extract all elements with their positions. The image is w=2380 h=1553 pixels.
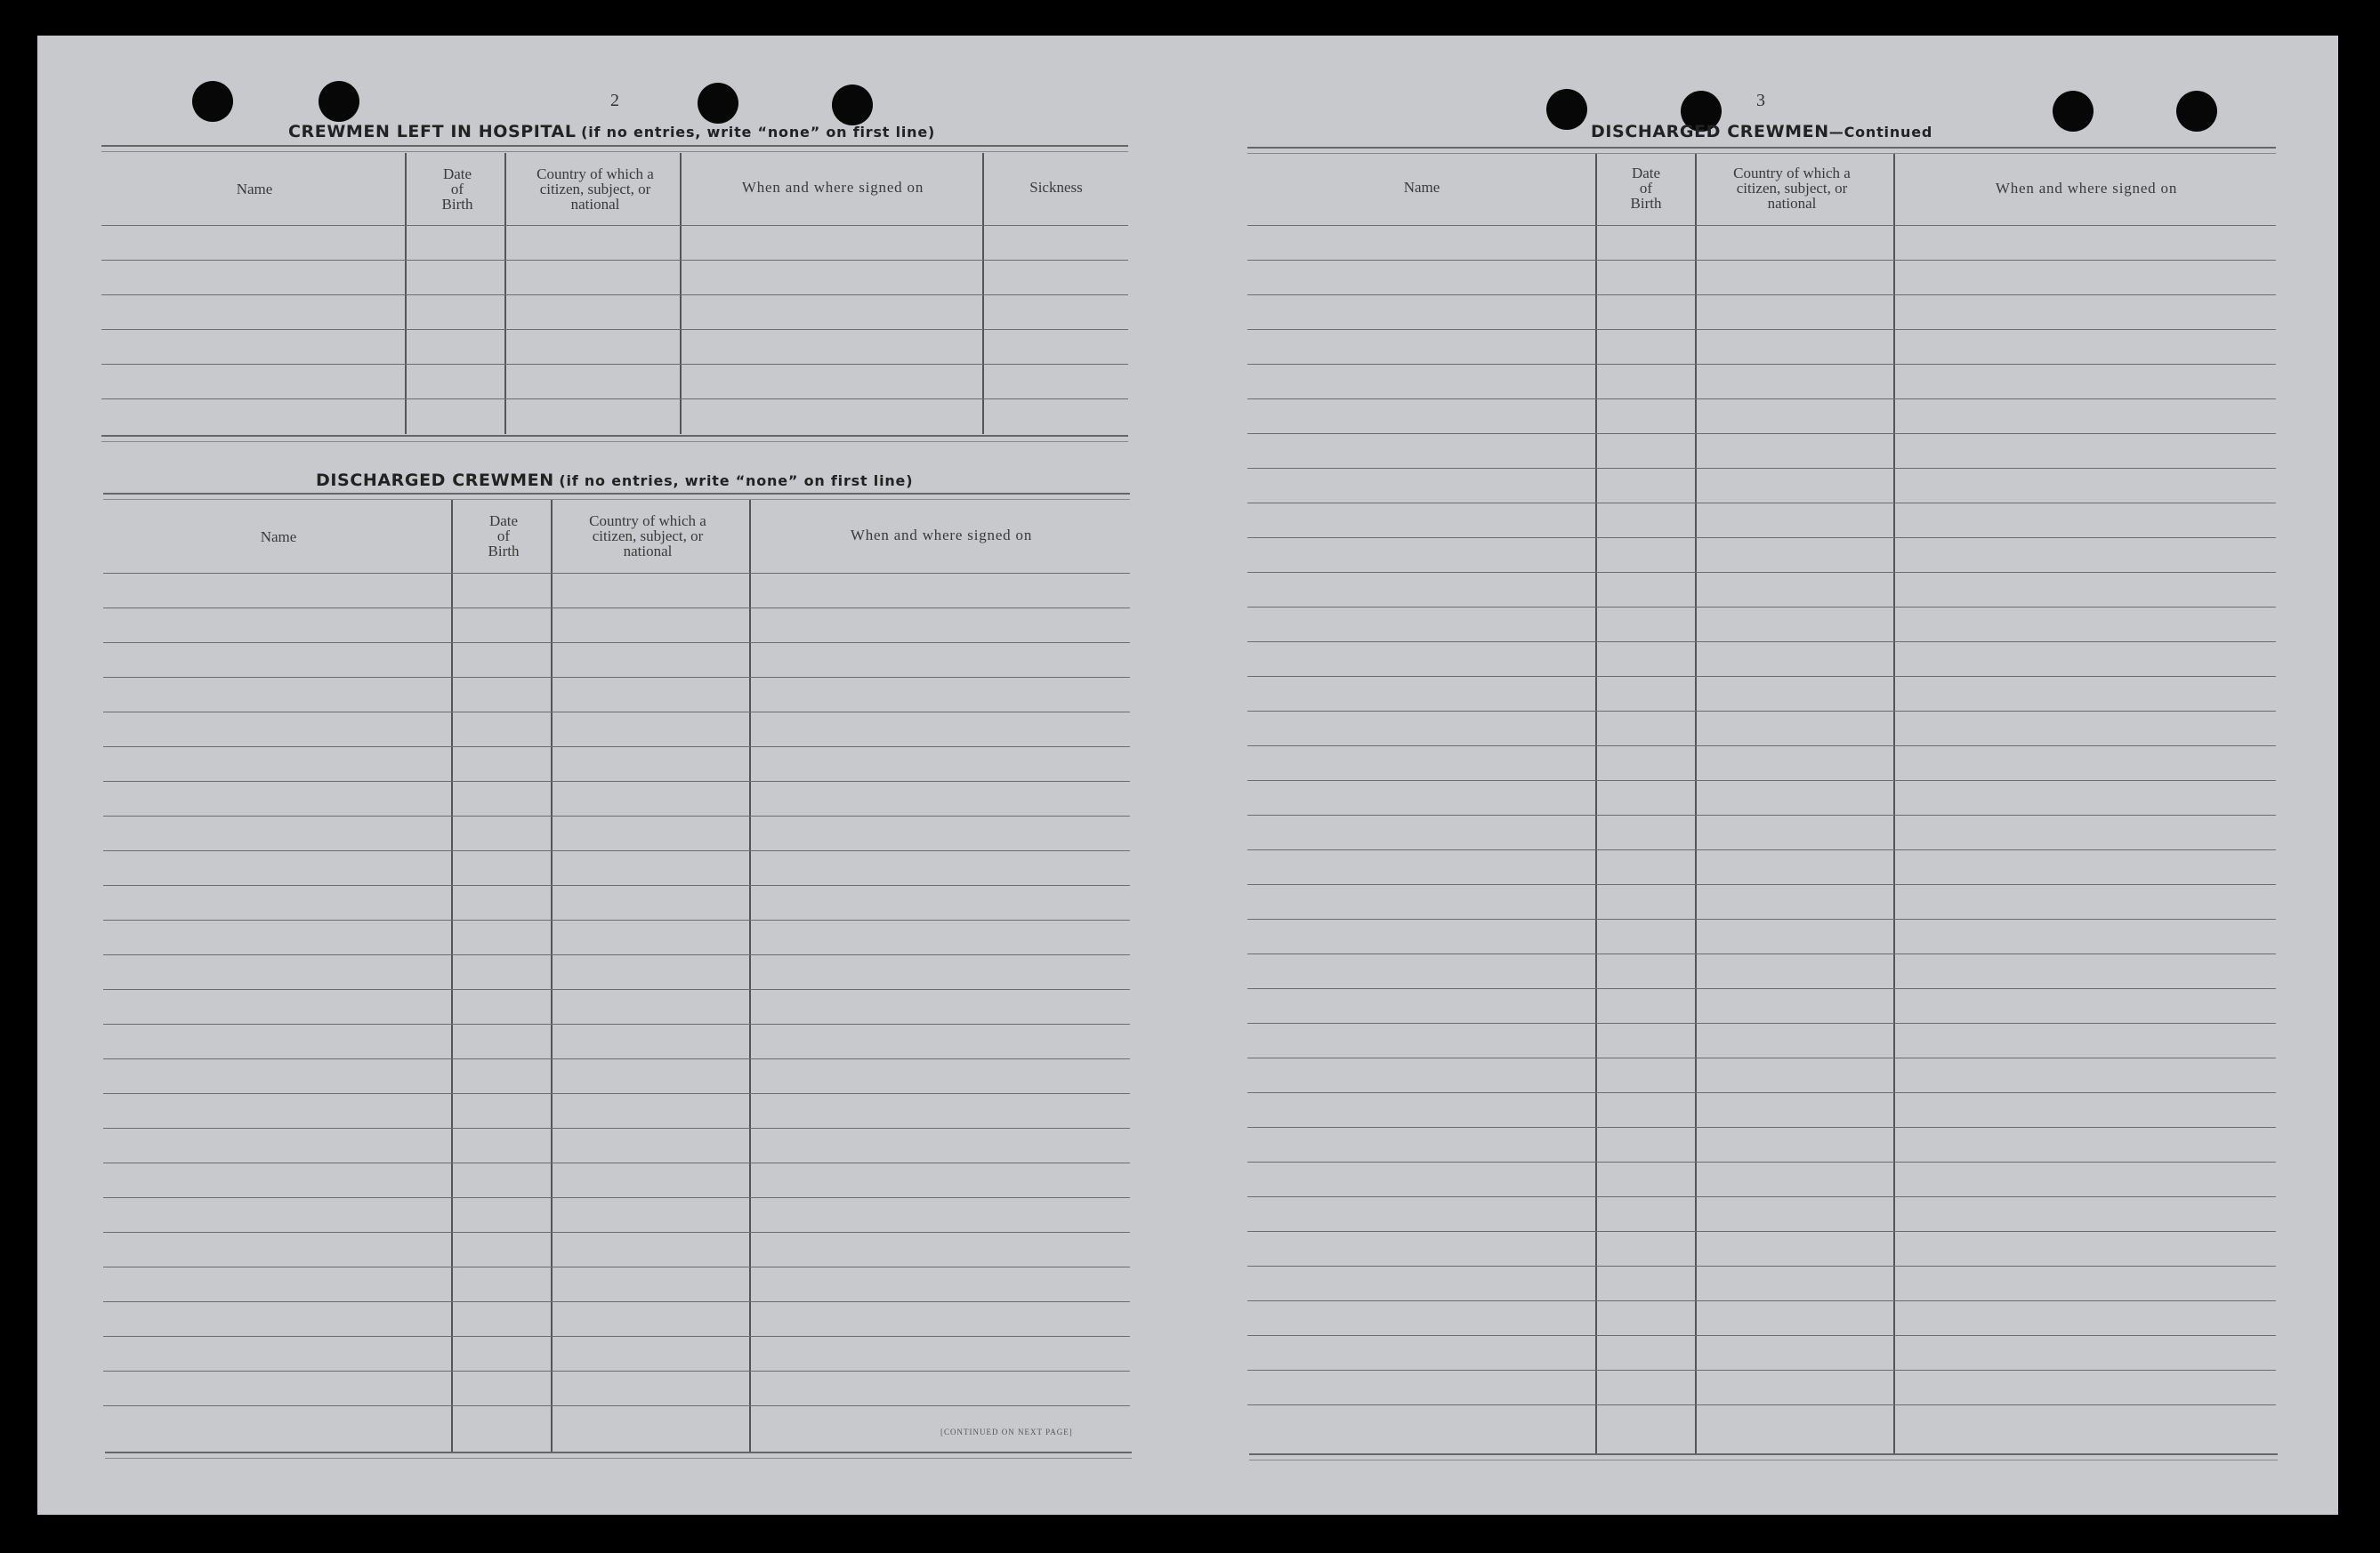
- discharged-header-dob: [454, 513, 553, 559]
- punch-hole: [2053, 91, 2094, 132]
- discharged-row-line: [103, 1232, 1130, 1233]
- discharged-row-line: [103, 573, 1130, 574]
- right-row-line: [1247, 1266, 2276, 1267]
- hospital-bottom-rule: [101, 435, 1128, 442]
- discharged-row-line: [103, 989, 1130, 990]
- continued-note: [CONTINUED ON NEXT PAGE]: [940, 1428, 1073, 1436]
- hospital-row-line: [101, 398, 1128, 399]
- hospital-title-note: (if no entries, write “none” on first line): [581, 124, 936, 141]
- right-row-line: [1247, 849, 2276, 850]
- dob-line-1: Date: [442, 165, 472, 182]
- hospital-row-line: [101, 329, 1128, 330]
- hospital-col-divider: [405, 153, 407, 434]
- dob-line-2: of: [496, 527, 511, 544]
- hospital-col-divider: [504, 153, 506, 434]
- discharged-continued-title-text: DISCHARGED CREWMEN: [1591, 122, 1829, 141]
- right-row-line: [1247, 1127, 2276, 1128]
- page-number-left: 2: [610, 91, 619, 110]
- right-col-divider: [1595, 154, 1597, 1453]
- right-row-line: [1247, 1370, 2276, 1371]
- right-row-line: [1247, 260, 2276, 261]
- hospital-title-text: CREWMEN LEFT IN HOSPITAL: [288, 122, 577, 141]
- discharged-row-line: [103, 1405, 1130, 1406]
- right-col-divider: [1695, 154, 1697, 1453]
- right-row-line: [1247, 433, 2276, 434]
- country-line-2: citizen, subject, or: [1736, 180, 1848, 197]
- right-row-line: [1247, 1404, 2276, 1405]
- right-row-line: [1247, 572, 2276, 573]
- right-row-line: [1247, 364, 2276, 365]
- right-row-line: [1247, 745, 2276, 746]
- discharged-row-line: [103, 816, 1130, 817]
- discharged-row-line: [103, 1093, 1130, 1094]
- right-row-line: [1247, 1196, 2276, 1197]
- right-header-signed-on: When and where signed on: [1995, 180, 2178, 197]
- discharged-title-text: DISCHARGED CREWMEN: [316, 471, 554, 490]
- hospital-row-line: [101, 260, 1128, 261]
- discharged-header-country: [561, 513, 735, 559]
- document-page: [37, 36, 2338, 1515]
- dob-line-2: of: [1639, 180, 1653, 197]
- discharged-row-line: [103, 954, 1130, 955]
- right-row-line: [1247, 711, 2276, 712]
- right-header-dob: [1596, 165, 1696, 211]
- right-row-line: [1247, 329, 2276, 330]
- country-line-3: national: [570, 196, 620, 213]
- right-row-line: [1247, 780, 2276, 781]
- right-row-line: [1247, 1300, 2276, 1301]
- country-line-1: Country of which a: [537, 165, 654, 182]
- country-line-3: national: [1767, 195, 1817, 212]
- right-row-line: [1247, 1231, 2276, 1232]
- punch-hole: [2176, 91, 2217, 132]
- hospital-col-divider: [982, 153, 984, 434]
- dob-line-1: Date: [488, 512, 519, 529]
- hospital-header-dob: [407, 166, 507, 212]
- punch-hole: [698, 83, 738, 124]
- hospital-header-country: [512, 166, 678, 212]
- discharged-row-line: [103, 677, 1130, 678]
- hospital-top-rule: [101, 145, 1128, 152]
- dob-line-3: Birth: [1630, 195, 1662, 212]
- right-row-line: [1247, 1092, 2276, 1093]
- right-row-line: [1247, 225, 2276, 226]
- discharged-row-line: [103, 1128, 1130, 1129]
- right-row-line: [1247, 398, 2276, 399]
- punch-hole: [319, 81, 359, 122]
- discharged-row-line: [103, 1058, 1130, 1059]
- right-bottom-rule: [1249, 1453, 2278, 1460]
- hospital-row-line: [101, 294, 1128, 295]
- right-row-line: [1247, 815, 2276, 816]
- discharged-row-line: [103, 1301, 1130, 1302]
- discharged-top-rule: [103, 493, 1130, 500]
- discharged-bottom-rule: [105, 1452, 1132, 1459]
- country-line-1: Country of which a: [1733, 165, 1851, 181]
- right-row-line: [1247, 537, 2276, 538]
- hospital-col-divider: [680, 153, 682, 434]
- right-header-country: [1705, 165, 1879, 211]
- discharged-row-line: [103, 1197, 1130, 1198]
- right-row-line: [1247, 607, 2276, 608]
- discharged-section-title: [316, 471, 913, 490]
- country-line-2: citizen, subject, or: [592, 527, 704, 544]
- right-row-line: [1247, 468, 2276, 469]
- right-row-line: [1247, 1023, 2276, 1024]
- discharged-row-line: [103, 850, 1130, 851]
- discharged-row-line: [103, 642, 1130, 643]
- hospital-header-signed-on: When and where signed on: [741, 179, 924, 196]
- page-number-right: 3: [1756, 91, 1765, 110]
- hospital-header-name: Name: [236, 181, 273, 197]
- right-row-line: [1247, 294, 2276, 295]
- right-col-divider: [1893, 154, 1895, 1453]
- discharged-row-line: [103, 781, 1130, 782]
- country-line-3: national: [623, 543, 673, 559]
- discharged-header-name: Name: [260, 528, 297, 545]
- right-row-line: [1247, 1335, 2276, 1336]
- discharged-continued-title: [1591, 122, 1932, 141]
- discharged-row-line: [103, 1024, 1130, 1025]
- dob-line-2: of: [450, 181, 464, 197]
- dob-line-1: Date: [1631, 165, 1661, 181]
- right-row-line: [1247, 641, 2276, 642]
- dob-line-3: Birth: [441, 196, 473, 213]
- right-top-rule: [1247, 147, 2276, 154]
- discharged-title-note: (if no entries, write “none” on first line): [559, 472, 914, 489]
- discharged-row-line: [103, 885, 1130, 886]
- dob-line-3: Birth: [488, 543, 520, 559]
- discharged-row-line: [103, 746, 1130, 747]
- discharged-row-line: [103, 920, 1130, 921]
- hospital-row-line: [101, 364, 1128, 365]
- right-header-name: Name: [1403, 179, 1440, 196]
- country-line-1: Country of which a: [589, 512, 706, 529]
- discharged-continued-suffix: —Continued: [1828, 124, 1933, 141]
- right-row-line: [1247, 884, 2276, 885]
- discharged-header-signed-on: When and where signed on: [850, 527, 1033, 543]
- right-row-line: [1247, 1162, 2276, 1163]
- right-row-line: [1247, 988, 2276, 989]
- hospital-section-title: [288, 122, 935, 141]
- punch-hole: [1546, 89, 1587, 130]
- country-line-2: citizen, subject, or: [539, 181, 651, 197]
- hospital-row-line: [101, 225, 1128, 226]
- punch-hole: [832, 84, 873, 125]
- discharged-row-line: [103, 1371, 1130, 1372]
- discharged-row-line: [103, 1336, 1130, 1337]
- right-row-line: [1247, 676, 2276, 677]
- hospital-header-sickness: Sickness: [1029, 179, 1083, 196]
- punch-hole: [192, 81, 233, 122]
- right-row-line: [1247, 919, 2276, 920]
